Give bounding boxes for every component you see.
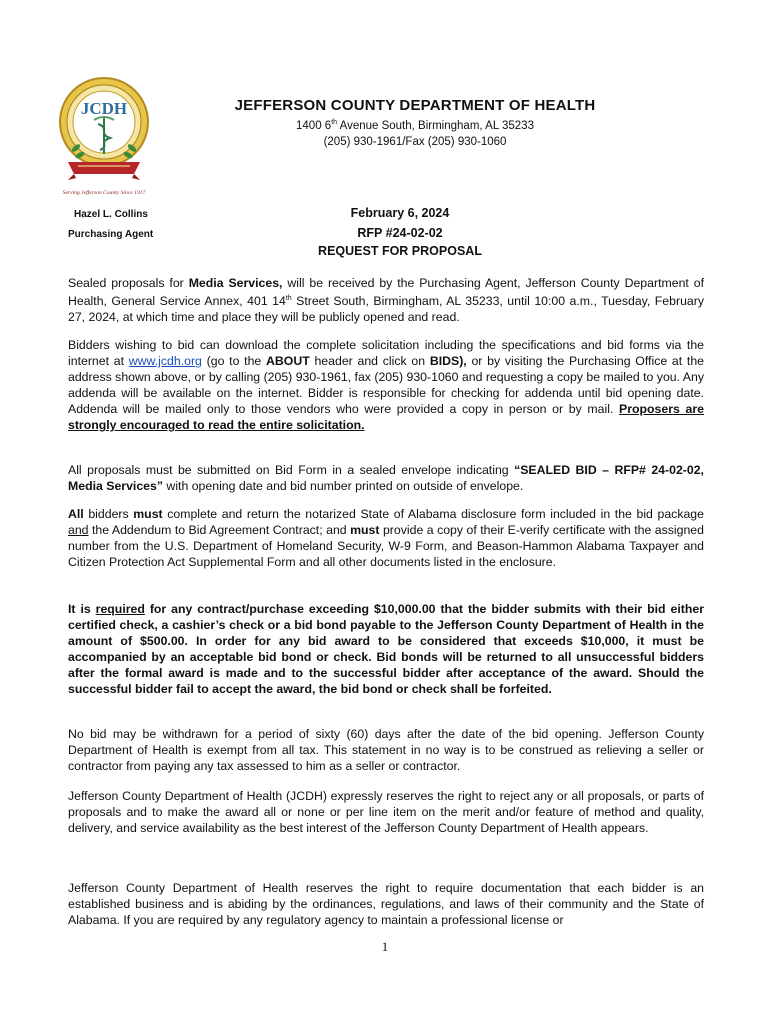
jcdh-website-link[interactable]: www.jcdh.org <box>128 354 202 368</box>
paragraph-download-instructions: Bidders wishing to bid can download the complete solicitation including the specifications and bid forms via the internet at www.jcdh.org (go to the ABOUT header and click on BIDS), or by visiting the Purchasing Office at the address shown above, or by calling (205) 930-1961, fax (205) 930-1060 and requesting a copy be mailed to you. Any addenda will be available on the internet. Bidder is responsible for checking for addenda until bid opening date. Addenda will be mailed only to those vendors who were provided a copy in person or by mail. Proposers are strongly encouraged to read the entire solicitation. <box>68 338 705 432</box>
organization-name: JEFFERSON COUNTY DEPARTMENT OF HEALTH <box>234 97 596 114</box>
paragraph-proposal-intro: Sealed proposals for Media Services, will be received by the Purchasing Agent, Jefferson County Department of Health, General Service Annex, 401 14th Street South, Birmingham, AL 35233, until 10:00 a.m., Tuesday, February 27, 2024, at which time and place they will be publicly opened and read. <box>68 276 704 325</box>
paragraph-withdrawal-tax: No bid may be withdrawn for a period of sixty (60) days after the date of the bid opening. Jefferson County Department of Health is exempt from all tax. This statement in no way is to be construed as relieving a seller or contractor from paying any tax assessed to him as a seller or contractor. <box>68 727 704 773</box>
page-number: 1 <box>381 939 389 954</box>
organization-phone-fax: (205) 930-1961/Fax (205) 930-1060 <box>323 136 507 148</box>
logo-letters: JCDH <box>80 99 128 118</box>
paragraph-documentation: Jefferson County Department of Health reserves the right to require documentation that each bidder is an established business and is abiding by the ordinances, regulations, and laws of their community and the State of Alabama. If you are required by any regulatory agency to maintain a professional license or <box>68 881 704 927</box>
document-date: February 6, 2024 <box>350 206 450 220</box>
paragraph-reserve-rights: Jefferson County Department of Health (JCDH) expressly reserves the right to reject any or all proposals, or parts of proposals and to make the award all or none or per line item on the merit and/or feature of method and quality, delivery, and service availability as the best interest of the Jefferson County Department of Health appears. <box>68 789 704 835</box>
agent-title: Purchasing Agent <box>68 229 154 240</box>
red-banner-icon <box>68 162 140 174</box>
paragraph-sealed-envelope: All proposals must be submitted on Bid Form in a sealed envelope indicating “SEALED BID – RFP# 24-02-02, Media Services” with opening date and bid number printed on outside of envelope. <box>68 463 704 493</box>
logo-tagline: Serving Jefferson County Since 1917 <box>62 190 146 196</box>
paragraph-required-forms: All bidders must complete and return the notarized State of Alabama disclosure form included in the bid package and the Addendum to Bid Agreement Contract; and must provide a copy of their E-verify certificate with the assigned number from the U.S. Department of Homeland Security, W-9 Form, and Beason-Hammon Alabama Taxpayer and Citizen Protection Act Supplemental Form and all other documents listed in the enclosure. <box>68 507 704 569</box>
rfp-number: RFP #24-02-02 <box>357 226 443 240</box>
document-heading: REQUEST FOR PROPOSAL <box>318 244 482 258</box>
organization-address: 1400 6th Avenue South, Birmingham, AL 35233 <box>296 119 534 132</box>
jcdh-logo <box>58 70 150 212</box>
paragraph-bid-bond: It is required for any contract/purchase exceeding $10,000.00 that the bidder submits with their bid either certified check, a cashier’s check or a bid bond payable to the Jefferson County Department of Health in the amount of $500.00. In order for any bid award to be considered that exceeds $10,000, it must be accompanied by an acceptable bid bond or check. Bid bonds will be returned to all unsuccessful bidders after the formal award is made and to the successful bidder after acceptance of the award. Should the successful bidder fail to accept the award, the bid bond or check shall be forfeited. <box>68 602 704 696</box>
agent-name: Hazel L. Collins <box>74 209 148 220</box>
